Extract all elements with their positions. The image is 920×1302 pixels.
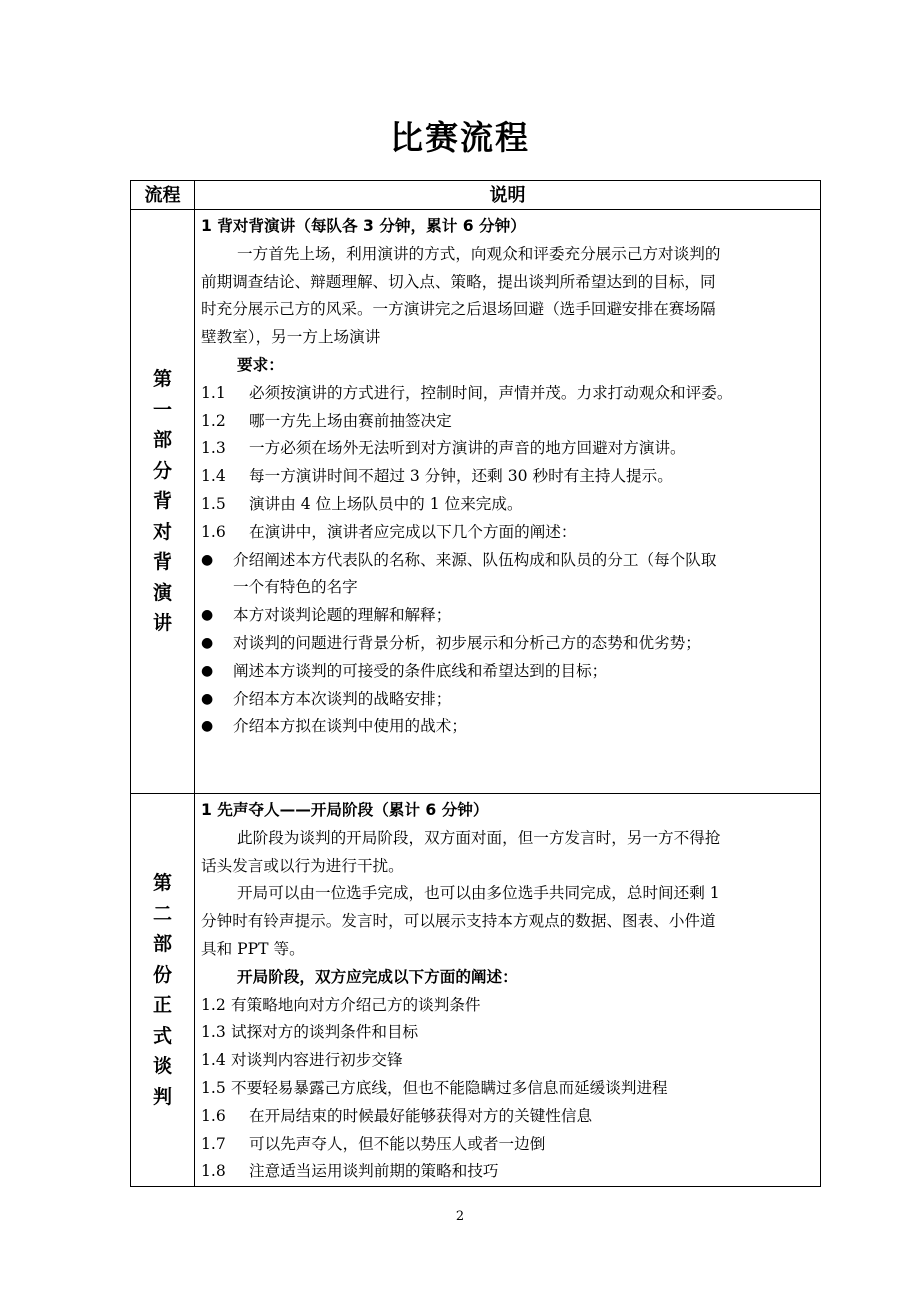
item-text: 不要轻易暴露己方底线，但也不能隐瞒过多信息而延缓谈判进程: [231, 1078, 668, 1097]
requirement-item: [201, 491, 820, 519]
item-text: 注意适当运用谈判前期的策略和技巧: [249, 1162, 499, 1181]
item-number: 1.3: [201, 439, 226, 458]
opening-item: [201, 992, 820, 1020]
requirement-item: [201, 435, 820, 463]
requirement-item: [201, 408, 820, 436]
item-number: 1.3: [201, 1023, 226, 1042]
opening-item: [201, 1131, 820, 1159]
page-number: 2: [455, 1209, 465, 1224]
item-text: 一方必须在场外无法听到对方演讲的声音的地方回避对方演讲。: [249, 439, 686, 458]
requirement-item: [201, 380, 820, 408]
paragraph-line: 话头发言或以行为进行干扰。: [201, 856, 404, 875]
section-1-row: [131, 210, 821, 794]
section-1-heading: 1 背对背演讲（每队各 3 分钟，累计 6 分钟）: [201, 217, 526, 235]
section-1-label-char: 一: [152, 398, 172, 421]
header-process: 流程: [131, 181, 195, 210]
item-text: 必须按演讲的方式进行，控制时间，声情并茂。力求打动观众和评委。: [249, 383, 733, 402]
section-1-label: [131, 210, 195, 794]
opening-item: [201, 1019, 820, 1047]
section-1-label-char: 第: [152, 368, 172, 391]
intro-line: 壁教室），另一方上场演讲: [201, 328, 381, 347]
intro-line: 前期调查结论、辩题理解、切入点、策略，提出谈判所希望达到的目标，同: [201, 272, 716, 291]
section-1-label-char: 分: [152, 459, 172, 482]
section-1-content: [195, 210, 821, 794]
header-description: 说明: [195, 181, 821, 210]
bullet-icon: ●: [201, 662, 214, 679]
item-text: 试探对方的谈判条件和目标: [231, 1023, 419, 1042]
bullet-icon: ●: [201, 551, 214, 568]
bullet-item: [201, 658, 820, 686]
opening-subtitle: 开局阶段，双方应完成以下方面的阐述：: [237, 967, 518, 986]
requirement-item: [201, 519, 820, 547]
item-number: 1.5: [201, 1078, 226, 1097]
bullet-item: [201, 602, 820, 630]
item-text: 在开局结束的时候最好能够获得对方的关键性信息: [249, 1106, 593, 1125]
section-2-label-char: 正: [152, 994, 172, 1017]
section-2-label: [131, 794, 195, 1187]
section-2-label-char: 判: [152, 1085, 172, 1108]
item-number: 1.2: [201, 411, 226, 430]
paragraph-line: 开局可以由一位选手完成，也可以由多位选手共同完成，总时间还剩 1: [237, 884, 720, 903]
section-2-label-char: 谈: [152, 1055, 172, 1078]
paragraph-line: 具和 PPT 等。: [201, 939, 305, 958]
section-1-label-char: 对: [152, 520, 172, 543]
section-2-label-char: 部: [152, 933, 172, 956]
item-text: 哪一方先上场由赛前抽签决定: [249, 411, 452, 430]
paragraph-line: 分钟时有铃声提示。发言时，可以展示支持本方观点的数据、图表、小件道: [201, 912, 716, 931]
section-2-label-char: 份: [152, 963, 172, 986]
intro-line: 一方首先上场，利用演讲的方式，向观众和评委充分展示己方对谈判的: [237, 244, 721, 263]
bullet-icon: ●: [201, 607, 214, 624]
bullet-text: 阐述本方谈判的可接受的条件底线和希望达到的目标；: [233, 661, 608, 680]
bullet-icon: ●: [201, 718, 214, 735]
item-number: 1.4: [201, 467, 226, 486]
section-1-label-char: 背: [152, 490, 172, 513]
bullet-item: [201, 713, 820, 741]
item-text: 每一方演讲时间不超过 3 分钟，还剩 30 秒时有主持人提示。: [249, 467, 673, 486]
item-text: 演讲由 4 位上场队员中的 1 位来完成。: [249, 494, 523, 513]
item-text: 在演讲中，演讲者应完成以下几个方面的阐述：: [249, 522, 577, 541]
item-number: 1.5: [201, 494, 226, 513]
section-1-label-char: 讲: [152, 612, 172, 635]
item-number: 1.1: [201, 383, 226, 402]
bullet-text: 对谈判的问题进行背景分析，初步展示和分析己方的态势和优劣势；: [233, 633, 701, 652]
item-number: 1.4: [201, 1051, 226, 1070]
bullet-text: 一个有特色的名字: [233, 578, 358, 597]
bullet-text: 介绍本方拟在谈判中使用的战术；: [233, 717, 467, 736]
item-text: 可以先声夺人，但不能以势压人或者一边倒: [249, 1134, 546, 1153]
item-text: 有策略地向对方介绍己方的谈判条件: [231, 995, 481, 1014]
item-number: 1.7: [201, 1134, 226, 1153]
item-number: 1.6: [201, 522, 226, 541]
bullet-text: 介绍阐述本方代表队的名称、来源、队伍构成和队员的分工（每个队取: [233, 550, 717, 569]
requirements-title: 要求：: [237, 355, 284, 374]
bullet-item: [201, 547, 820, 603]
paragraph-line: 此阶段为谈判的开局阶段，双方面对面，但一方发言时，另一方不得抢: [237, 828, 721, 847]
item-number: 1.2: [201, 995, 226, 1014]
intro-line: 时充分展示己方的风采。一方演讲完之后退场回避（选手回避安排在赛场隔: [201, 300, 716, 319]
item-number: 1.6: [201, 1106, 226, 1125]
process-table: [130, 180, 821, 1187]
section-2-heading: 1 先声夺人——开局阶段（累计 6 分钟）: [201, 801, 489, 819]
section-2-label-char: 式: [152, 1024, 172, 1047]
requirement-item: [201, 463, 820, 491]
section-2-content: [195, 794, 821, 1187]
section-1-label-char: 演: [152, 581, 172, 604]
section-2-row: [131, 794, 821, 1187]
item-number: 1.8: [201, 1162, 226, 1181]
bullet-icon: ●: [201, 690, 214, 707]
opening-item: [201, 1047, 820, 1075]
bullet-item: [201, 686, 820, 714]
bullet-text: 介绍本方本次谈判的战略安排；: [233, 689, 452, 708]
section-1-label-char: 部: [152, 429, 172, 452]
item-text: 对谈判内容进行初步交锋: [231, 1051, 403, 1070]
bullet-text: 本方对谈判论题的理解和解释；: [233, 606, 452, 625]
page-title: 比赛流程: [390, 118, 530, 157]
section-2-label-char: 第: [152, 872, 172, 895]
opening-item: [201, 1103, 820, 1131]
bullet-item: [201, 630, 820, 658]
opening-item: [201, 1158, 820, 1186]
opening-item: [201, 1075, 820, 1103]
section-1-label-char: 背: [152, 551, 172, 574]
section-2-label-char: 二: [152, 902, 172, 925]
bullet-icon: ●: [201, 634, 214, 651]
table-header-row: [131, 181, 821, 210]
